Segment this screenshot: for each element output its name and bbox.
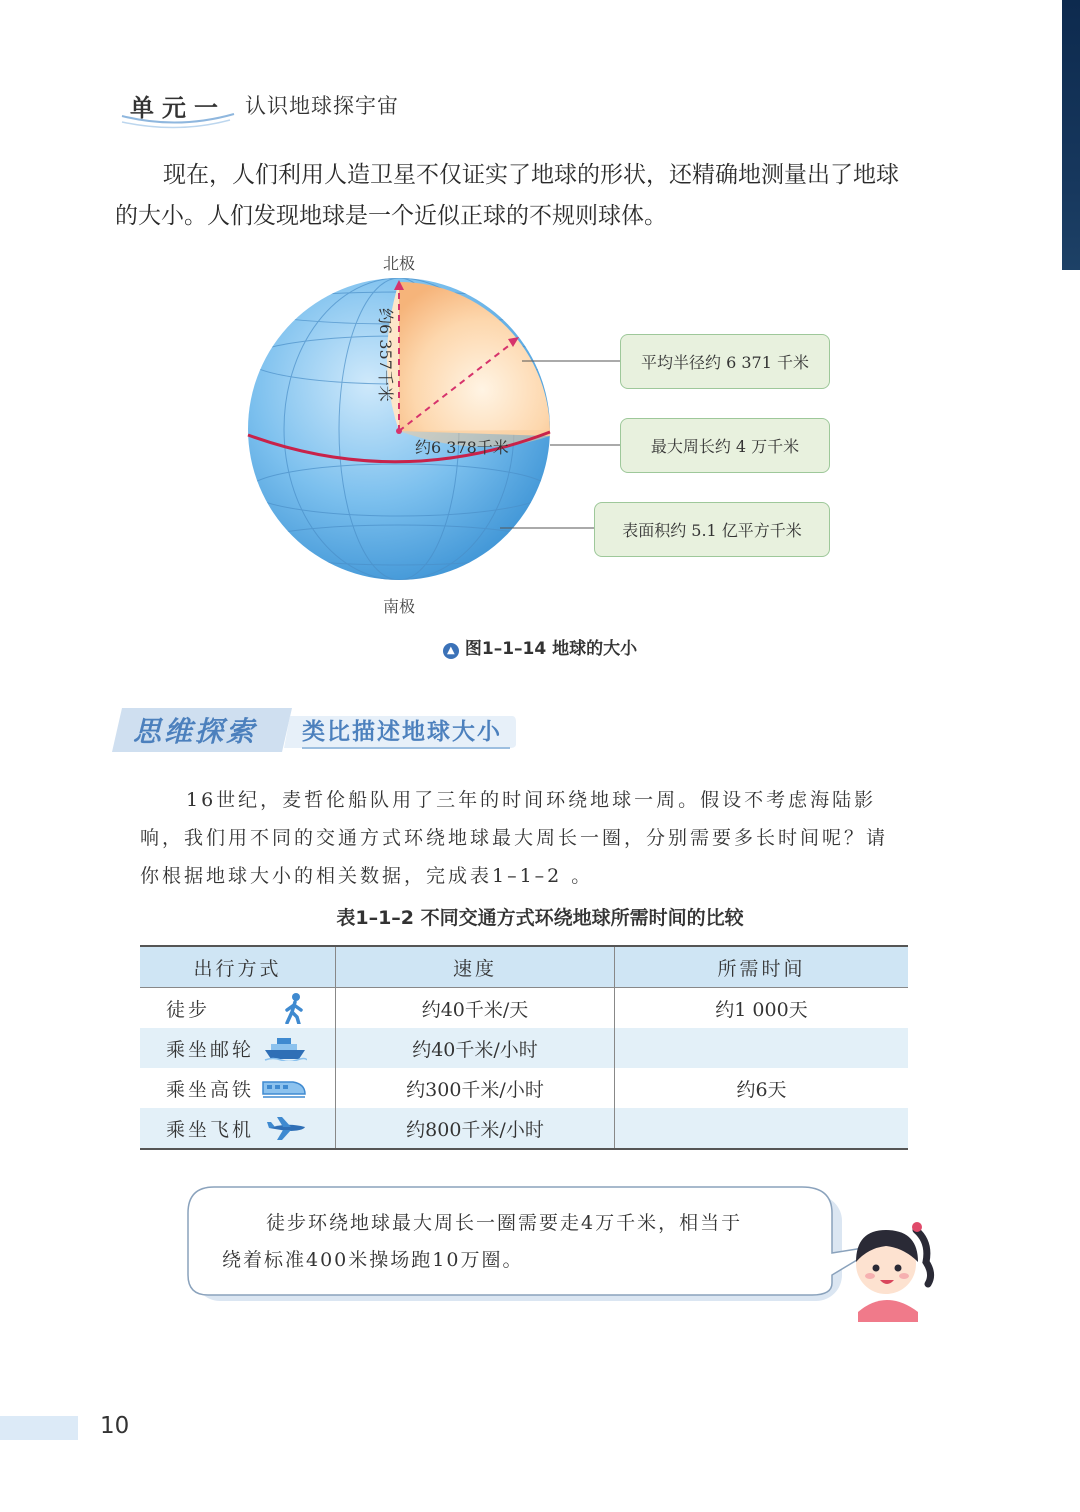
footer-bar [0,1416,78,1440]
bubble-line-1: 徒步环绕地球最大周长一圈需要走4万千米，相当于 [266,1212,743,1234]
explore-line-1: 16世纪，麦哲伦船队用了三年的时间环绕地球一周。假设不考虑海陆影 [186,789,877,811]
speed-walk: 约40千米/天 [336,988,615,1029]
polar-radius-label: 约6 357千米 [376,308,395,402]
north-pole-label: 北极 [383,254,416,273]
speed-plane: 约800千米/小时 [336,1108,615,1149]
equatorial-radius-label: 约6 378千米 [415,438,509,457]
callout-surface-area: 表面积约 5.1 亿平方千米 [594,502,830,557]
cruise-ship-icon [263,1035,307,1061]
explore-line-3: 你根据地球大小的相关数据，完成表1–1–2 。 [140,865,594,887]
table-header-row [140,946,908,988]
figure-caption [0,634,1080,659]
right-edge-strip [1062,0,1080,270]
bubble-text [222,1205,802,1279]
table-caption: 表1–1–2 不同交通方式环绕地球所需时间的比较 [336,907,744,929]
walking-person-icon [281,992,307,1024]
triangle-up-icon: ▲ [443,643,459,659]
table-row [140,988,908,1029]
south-pole-label: 南极 [383,597,416,616]
speed-train: 约300千米/小时 [336,1068,615,1108]
unit-label: 单元一 [130,93,226,122]
speed-cruise: 约40千米/小时 [336,1028,615,1068]
time-walk: 约1 000天 [715,998,808,1021]
mode-walk: 徒步 [166,998,211,1021]
callout-average-radius: 平均半径约 6 371 千米 [620,334,830,389]
intro-paragraph [115,155,945,237]
table-row [140,1028,908,1068]
section-subtitle: 类比描述地球大小 [302,719,502,745]
globe-icon [248,278,550,580]
unit-title: 认识地球探宇宙 [245,94,399,118]
mode-plane: 乘坐飞机 [166,1118,255,1141]
callout-max-circumference: 最大周长约 4 万千米 [620,418,830,473]
explore-paragraph [140,781,910,895]
page-number: 10 [100,1413,130,1439]
mode-train: 乘坐高铁 [166,1078,255,1101]
intro-line-1: 现在，人们利用人造卫星不仅证实了地球的形状，还精确地测量出了地球 [163,162,899,188]
header-mode: 出行方式 [140,946,336,988]
high-speed-train-icon [261,1076,307,1100]
travel-time-table [140,945,908,1150]
time-plane[interactable] [615,1108,909,1149]
mode-cruise: 乘坐邮轮 [166,1038,255,1061]
figure-caption-text: 图1–1–14 地球的大小 [464,639,638,659]
table-row [140,1108,908,1149]
table-row [140,1068,908,1108]
explore-line-2: 响，我们用不同的交通方式环绕地球最大周长一圈，分别需要多长时间呢？请 [140,827,889,849]
unit-underline-swoosh [118,108,238,130]
time-train: 约6天 [736,1078,787,1101]
header-speed: 速度 [336,946,615,988]
header-time: 所需时间 [615,946,909,988]
bubble-line-2: 绕着标准400米操场跑10万圈。 [222,1249,524,1271]
intro-line-2: 的大小。人们发现地球是一个近似正球的不规则球体。 [115,203,667,229]
girl-avatar [838,1212,938,1322]
section-title: 思维探索 [133,715,258,748]
airplane-icon [267,1115,307,1141]
time-cruise[interactable] [615,1028,909,1068]
